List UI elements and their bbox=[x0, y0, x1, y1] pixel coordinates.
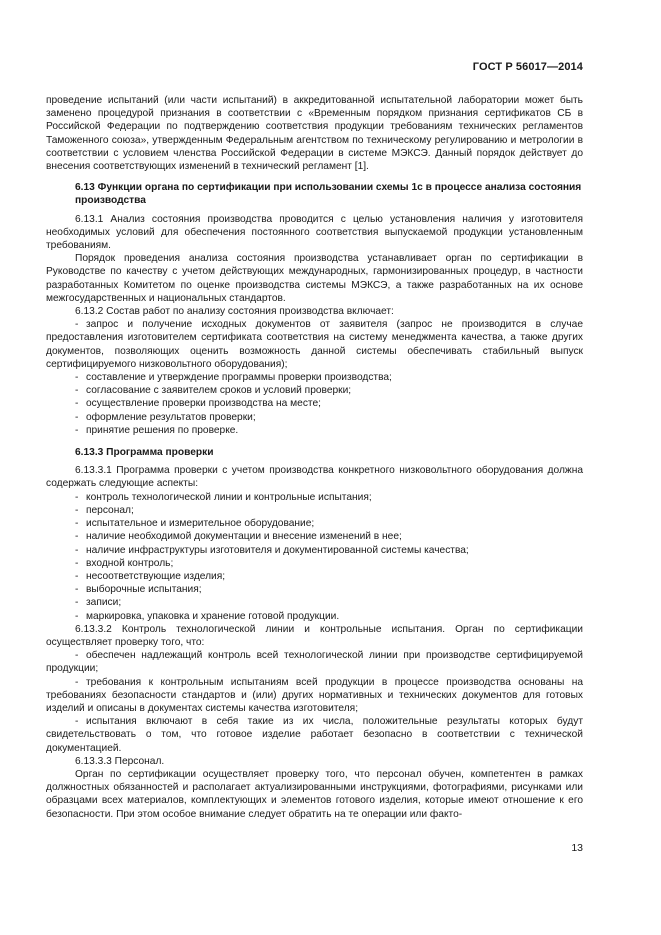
list-item: - испытания включают в себя такие из их числа, положительные результаты которых будут свидетельствовать о том, что готовое изделие работает безопасно в соответствии с технической документацией. bbox=[46, 716, 583, 754]
section-heading-6-13-3: 6.13.3 Программа проверки bbox=[75, 447, 214, 459]
list-dash: - bbox=[75, 518, 79, 530]
list-dash: - bbox=[75, 597, 79, 609]
list-dash: - bbox=[75, 398, 79, 410]
list-dash: - bbox=[75, 319, 79, 331]
list-item: - оформление результатов проверки; bbox=[75, 411, 256, 423]
list-item: - согласование с заявителем сроков и условий проверки; bbox=[75, 385, 352, 397]
page-number: 13 bbox=[571, 842, 583, 854]
list-item: - наличие инфраструктуры изготовителя и документированной системы качества; bbox=[75, 544, 469, 556]
list-item: - наличие необходимой документации и внесение изменений в нее; bbox=[75, 531, 402, 543]
list-item: - осуществление проверки производства на месте; bbox=[75, 398, 321, 410]
list-dash: - bbox=[75, 411, 79, 423]
list-dash: - bbox=[75, 424, 79, 436]
list-dash: - bbox=[75, 570, 79, 582]
list-item: - требования к контрольным испытаниям всей продукции в процессе производства основаны на требованиях безопасности стандартов и (или) других нормативных и технических документов для готовых изделий и описаны в документах системы качества изготовителя; bbox=[46, 676, 583, 714]
list-item: - составление и утверждение программы проверки производства; bbox=[75, 372, 392, 384]
list-dash: - bbox=[75, 676, 79, 688]
list-dash: - bbox=[75, 584, 79, 596]
list-dash: - bbox=[75, 544, 79, 556]
paragraph-6-13-1: 6.13.1 Анализ состояния производства проводится с целью установления наличия у изготовителя необходимых условий для обеспечения постоянного соответствия выпускаемой продукции установленным требованиям. bbox=[46, 213, 583, 252]
section-heading-6-13: 6.13 Функции органа по сертификации при использовании схемы 1с в процессе анализа состояния производства bbox=[75, 182, 582, 207]
list-6-13-3-2 bbox=[46, 649, 583, 755]
paragraph-personnel: Орган по сертификации осуществляет проверку того, что персонал обучен, компетентен в рамках должностных обязанностей и располагает актуализированными инструкциями, фотографиями, рисунками или образцами всех материалов, комплектующих и элементов готового изделия, которые имеют отношение к его безопасности. При этом особое внимание следует обратить на те операции или факто- bbox=[46, 768, 583, 820]
list-item: - записи; bbox=[75, 597, 122, 609]
list-6-13-2 bbox=[46, 318, 583, 437]
standard-designation: ГОСТ Р 56017—2014 bbox=[472, 61, 583, 73]
list-dash: - bbox=[75, 491, 79, 503]
list-6-13-3-1 bbox=[46, 491, 583, 623]
list-dash: - bbox=[75, 650, 79, 662]
list-dash: - bbox=[75, 557, 79, 569]
list-item: - персонал; bbox=[75, 504, 134, 516]
list-item: - запрос и получение исходных документов от заявителя (запрос не производится в случае предоставления изготовителем сертификата соответствия на систему менеджмента качества, а также других документов, позволяющих оценить возможность данной системы обеспечивать стабильный выпуск сертифицируемого низковольтного оборудования); bbox=[46, 319, 583, 370]
paragraph-6-13-2: 6.13.2 Состав работ по анализу состояния производства включает: bbox=[75, 306, 394, 318]
list-dash: - bbox=[75, 716, 79, 728]
list-item: - испытательное и измерительное оборудование; bbox=[75, 518, 315, 530]
list-item: - маркировка, упаковка и хранение готовой продукции. bbox=[75, 610, 340, 622]
list-dash: - bbox=[75, 372, 79, 384]
paragraph-intro: проведение испытаний (или части испытаний) в аккредитованной испытательной лаборатории может быть заменено процедурой признания в соответствии с «Временным порядком признания сертификатов СБ в Российской Федерации по подтверждению соответствия продукции требованиям технических регламентов Таможенного союза», утвержденным Федеральным агентством по техническому регулированию и метрологии в соответствии с условием членства Российской Федерации в системе МЭКСЭ. Данный порядок действует до внесения соответствующих изменений в технический регламент [1]. bbox=[46, 95, 583, 173]
list-dash: - bbox=[75, 531, 79, 543]
paragraph-6-13-3-2: 6.13.3.2 Контроль технологической линии и контрольные испытания. Орган по сертификации осуществляет проверку того, что: bbox=[46, 623, 583, 648]
paragraph-6-13-3-3: 6.13.3.3 Персонал. bbox=[75, 755, 165, 767]
list-dash: - bbox=[75, 385, 79, 397]
paragraph-order: Порядок проведения анализа состояния производства устанавливает орган по сертификации в Руководстве по качеству с учетом действующих международных, гармонизированных процедур, в частности разработанных Комитетом по оценке производства системы МЭКСЭ, а также разработанных на их основе межгосударственных и национальных стандартов. bbox=[46, 253, 583, 304]
list-item: - принятие решения по проверке. bbox=[75, 424, 239, 436]
paragraph-6-13-3-1: 6.13.3.1 Программа проверки с учетом производства конкретного низковольтного оборудования должна содержать следующие аспекты: bbox=[46, 465, 583, 490]
list-item: - контроль технологической линии и контрольные испытания; bbox=[75, 491, 372, 503]
document-body bbox=[46, 94, 583, 821]
list-item: - обеспечен надлежащий контроль всей технологической линии при производстве сертифицируемой продукции; bbox=[46, 650, 583, 675]
list-item: - несоответствующие изделия; bbox=[75, 570, 226, 582]
list-item: - входной контроль; bbox=[75, 557, 174, 569]
list-dash: - bbox=[75, 504, 79, 516]
list-dash: - bbox=[75, 610, 79, 622]
list-item: - выборочные испытания; bbox=[75, 584, 202, 596]
